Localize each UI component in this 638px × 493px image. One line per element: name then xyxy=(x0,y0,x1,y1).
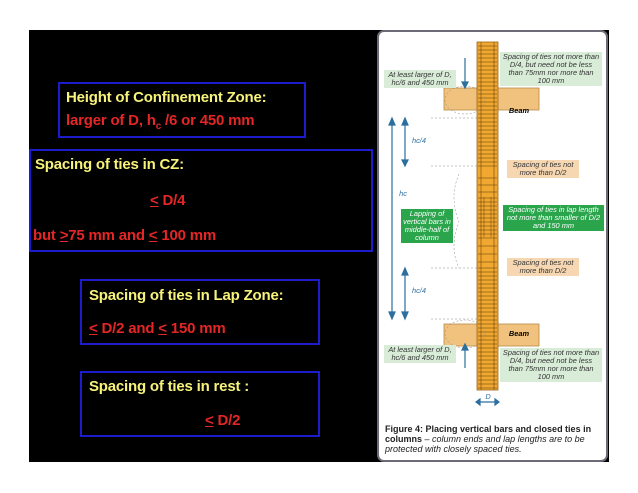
d-dimension-label: D xyxy=(485,392,491,401)
column-detailing-figure xyxy=(377,30,608,462)
mid-lower-note: Spacing of ties not more than D/2 xyxy=(507,258,579,276)
spacing-lap-title: Spacing of ties in Lap Zone: xyxy=(89,287,284,304)
top-right-note: Spacing of ties not more than D/4, but need not be less than 75mm nor more than 100 mm xyxy=(500,52,602,86)
top-left-note: At least larger of D, hc/6 and 450 mm xyxy=(384,70,456,88)
hc-label: hc xyxy=(399,189,407,198)
lapping-note: Lapping of vertical bars in middle-half of column xyxy=(401,209,453,243)
spacing-cz-title: Spacing of ties in CZ: xyxy=(35,156,184,173)
bottom-right-note: Spacing of ties not more than D/4, but need not be less than 75mm nor more than 100 mm xyxy=(500,348,602,382)
bottom-beam-label: Beam xyxy=(508,329,530,338)
spacing-lap-value: < D/2 and < 150 mm xyxy=(89,320,226,337)
hc4-top-label: hc/4 xyxy=(412,136,426,145)
confinement-zone-value: larger of D, $h_c$ /6 or 450 mm xyxy=(66,112,255,132)
hc4-bottom-label: hc/4 xyxy=(412,286,426,295)
top-beam-label: Beam xyxy=(508,106,530,115)
bottom-left-note: At least larger of D, hc/6 and 450 mm xyxy=(384,345,456,363)
spacing-cz-max: < D/4 xyxy=(150,192,186,209)
spacing-cz-limits: but >75 mm and < 100 mm xyxy=(33,227,216,244)
lap-note: Spacing of ties in lap length not more than smaller of D/2 and 150 mm xyxy=(503,205,604,231)
spacing-rest-value: < D/2 xyxy=(205,412,241,429)
mid-upper-note: Spacing of ties not more than D/2 xyxy=(507,160,579,178)
figure-caption: Figure 4: Placing vertical bars and closed ties in columns – column ends and lap lengths are to be protected with closely spaced ties. xyxy=(385,424,592,454)
confinement-zone-title: Height of Confinement Zone: xyxy=(66,89,267,106)
spacing-rest-title: Spacing of ties in rest : xyxy=(89,378,250,395)
